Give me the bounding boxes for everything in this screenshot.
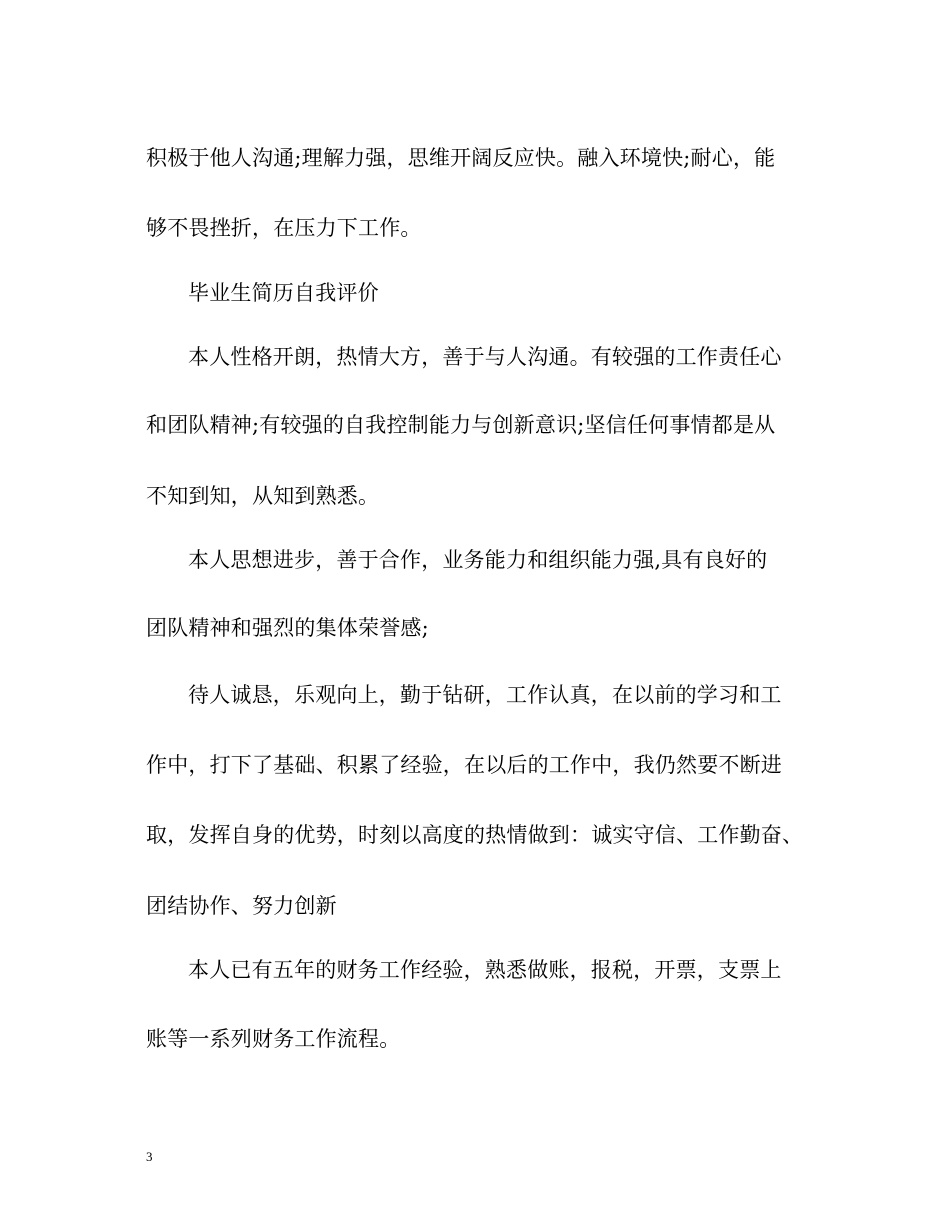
text-line-11: 取，发挥自身的优势，时刻以高度的热情做到：诚实守信、工作勤奋、 xyxy=(146,823,804,847)
text-line-7: 本人思想进步，善于合作，业务能力和组织能力强,具有良好的 xyxy=(188,548,768,572)
text-line-8: 团队精神和强烈的集体荣誉感; xyxy=(146,616,429,640)
text-line-1: 积极于他人沟通;理解力强，思维开阔反应快。融入环境快;耐心，能 xyxy=(146,146,776,170)
text-line-13: 本人已有五年的财务工作经验，熟悉做账，报税，开票，支票上 xyxy=(188,958,782,982)
text-line-5: 和团队精神;有较强的自我控制能力与创新意识;坚信任何事情都是从 xyxy=(146,413,776,437)
text-line-4: 本人性格开朗，热情大方，善于与人沟通。有较强的工作责任心 xyxy=(188,345,782,369)
text-line-12: 团结协作、努力创新 xyxy=(146,894,337,918)
text-line-2: 够不畏挫折，在压力下工作。 xyxy=(146,216,422,240)
text-line-10: 作中，打下了基础、积累了经验，在以后的工作中，我仍然要不断进 xyxy=(146,753,782,777)
page-number: 3 xyxy=(146,1149,153,1164)
text-line-6: 不知到知，从知到熟悉。 xyxy=(146,484,380,508)
text-line-9: 待人诚恳，乐观向上，勤于钻研，工作认真，在以前的学习和工 xyxy=(188,683,782,707)
section-heading: 毕业生简历自我评价 xyxy=(188,281,379,305)
text-line-14: 账等一系列财务工作流程。 xyxy=(146,1027,401,1051)
